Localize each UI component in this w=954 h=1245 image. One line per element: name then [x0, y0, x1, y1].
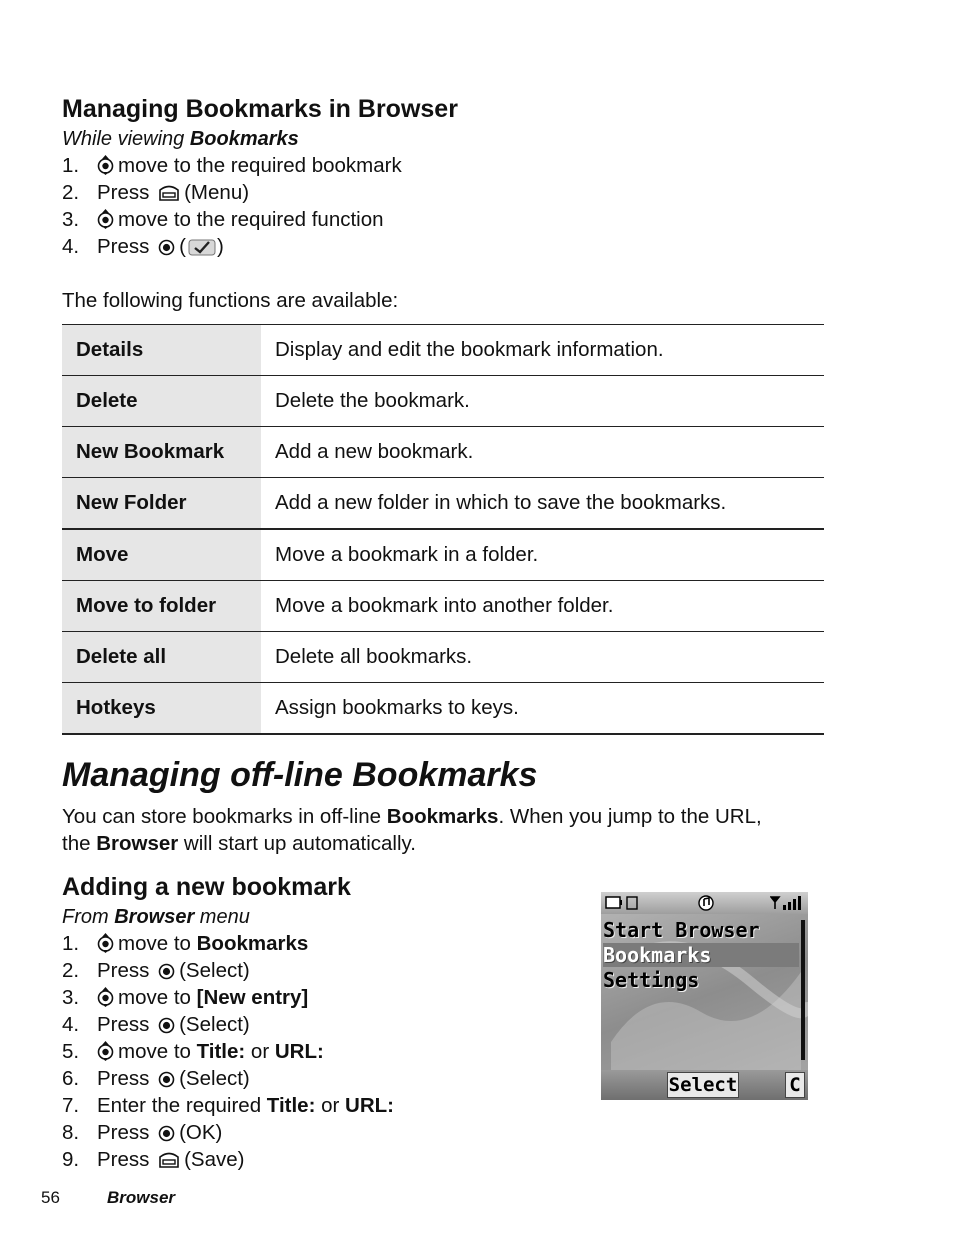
function-desc: Move a bookmark in a folder.: [261, 529, 824, 581]
list-item: 3. move to [New entry]: [62, 986, 309, 1009]
table-row: [62, 632, 824, 683]
soft-key-icon: [158, 184, 180, 202]
function-desc: Move a bookmark into another folder.: [261, 581, 824, 632]
list-item: 2. Press (Menu): [62, 181, 250, 204]
page-number: 56: [41, 1188, 60, 1207]
table-row: [62, 683, 824, 735]
list-item: 4. Press ( ): [62, 235, 224, 258]
table-row: [62, 427, 824, 478]
steps-list-2: [62, 930, 394, 1173]
table-row: [62, 376, 824, 427]
list-item: 7. Enter the required Title: or URL:: [62, 1094, 394, 1117]
phone-screen-image: [601, 892, 808, 1100]
function-name: Delete all: [62, 632, 261, 683]
context-line: While viewing Bookmarks: [62, 128, 299, 150]
select-softkey[interactable]: Select: [668, 1074, 738, 1096]
context-line: From Browser menu: [62, 906, 250, 928]
list-item: 1. move to the required bookmark: [62, 154, 402, 177]
clear-softkey[interactable]: C: [785, 1072, 805, 1098]
list-item: 4. Press (Select): [62, 1013, 250, 1036]
table-row: [62, 529, 824, 581]
function-name: Hotkeys: [62, 683, 261, 735]
function-desc: Display and edit the bookmark information.: [261, 325, 824, 376]
check-icon: [188, 238, 216, 256]
section-heading-adding-bookmark: Adding a new bookmark: [62, 873, 351, 901]
offline-intro-paragraph: You can store bookmarks in off-line Bookmarks. When you jump to the URL, the Browser will start up automatically.: [62, 805, 762, 855]
status-bar: [601, 892, 808, 914]
function-desc: Delete the bookmark.: [261, 376, 824, 427]
table-row: [62, 581, 824, 632]
battery-icon: [605, 895, 641, 911]
function-name: New Folder: [62, 478, 261, 530]
nav-key-icon: [97, 933, 114, 953]
scrollbar[interactable]: [801, 920, 805, 1060]
nav-key-icon: [97, 987, 114, 1007]
nav-key-icon: [97, 155, 114, 175]
list-item: 1. move to Bookmarks: [62, 932, 309, 955]
menu-item-settings[interactable]: Settings: [603, 968, 700, 992]
functions-table: [62, 324, 824, 735]
list-item: 2. Press (Select): [62, 959, 250, 982]
section-heading-managing-bookmarks: Managing Bookmarks in Browser: [62, 95, 458, 123]
steps-list-1: [62, 152, 402, 260]
function-desc: Assign bookmarks to keys.: [261, 683, 824, 735]
function-desc: Delete all bookmarks.: [261, 632, 824, 683]
function-name: Delete: [62, 376, 261, 427]
select-key-icon: [158, 1125, 175, 1142]
table-row: [62, 478, 824, 530]
select-key-icon: [158, 963, 175, 980]
menu-item-start-browser[interactable]: Start Browser: [603, 918, 760, 942]
select-key-icon: [158, 239, 175, 256]
list-item: 5. move to Title: or URL:: [62, 1040, 324, 1063]
select-key-icon: [158, 1071, 175, 1088]
function-desc: Add a new bookmark.: [261, 427, 824, 478]
function-name: Move to folder: [62, 581, 261, 632]
intro-text: The following functions are available:: [62, 289, 399, 312]
menu-item-bookmarks[interactable]: Bookmarks: [603, 943, 799, 967]
section-title-offline-bookmarks: Managing off-line Bookmarks: [62, 756, 538, 794]
nav-key-icon: [97, 1041, 114, 1061]
chapter-name: Browser: [107, 1188, 176, 1207]
function-name: Move: [62, 529, 261, 581]
select-key-icon: [158, 1017, 175, 1034]
signal-icon: [770, 895, 804, 911]
soft-key-icon: [158, 1151, 180, 1169]
function-name: New Bookmark: [62, 427, 261, 478]
list-item: 9. Press (Save): [62, 1148, 245, 1171]
list-item: 6. Press (Select): [62, 1067, 250, 1090]
function-desc: Add a new folder in which to save the bookmarks.: [261, 478, 824, 530]
function-name: Details: [62, 325, 261, 376]
list-item: 3. move to the required function: [62, 208, 384, 231]
table-row: [62, 325, 824, 376]
nav-key-icon: [97, 209, 114, 229]
ringtone-icon: [694, 895, 718, 911]
list-item: 8. Press (OK): [62, 1121, 223, 1144]
